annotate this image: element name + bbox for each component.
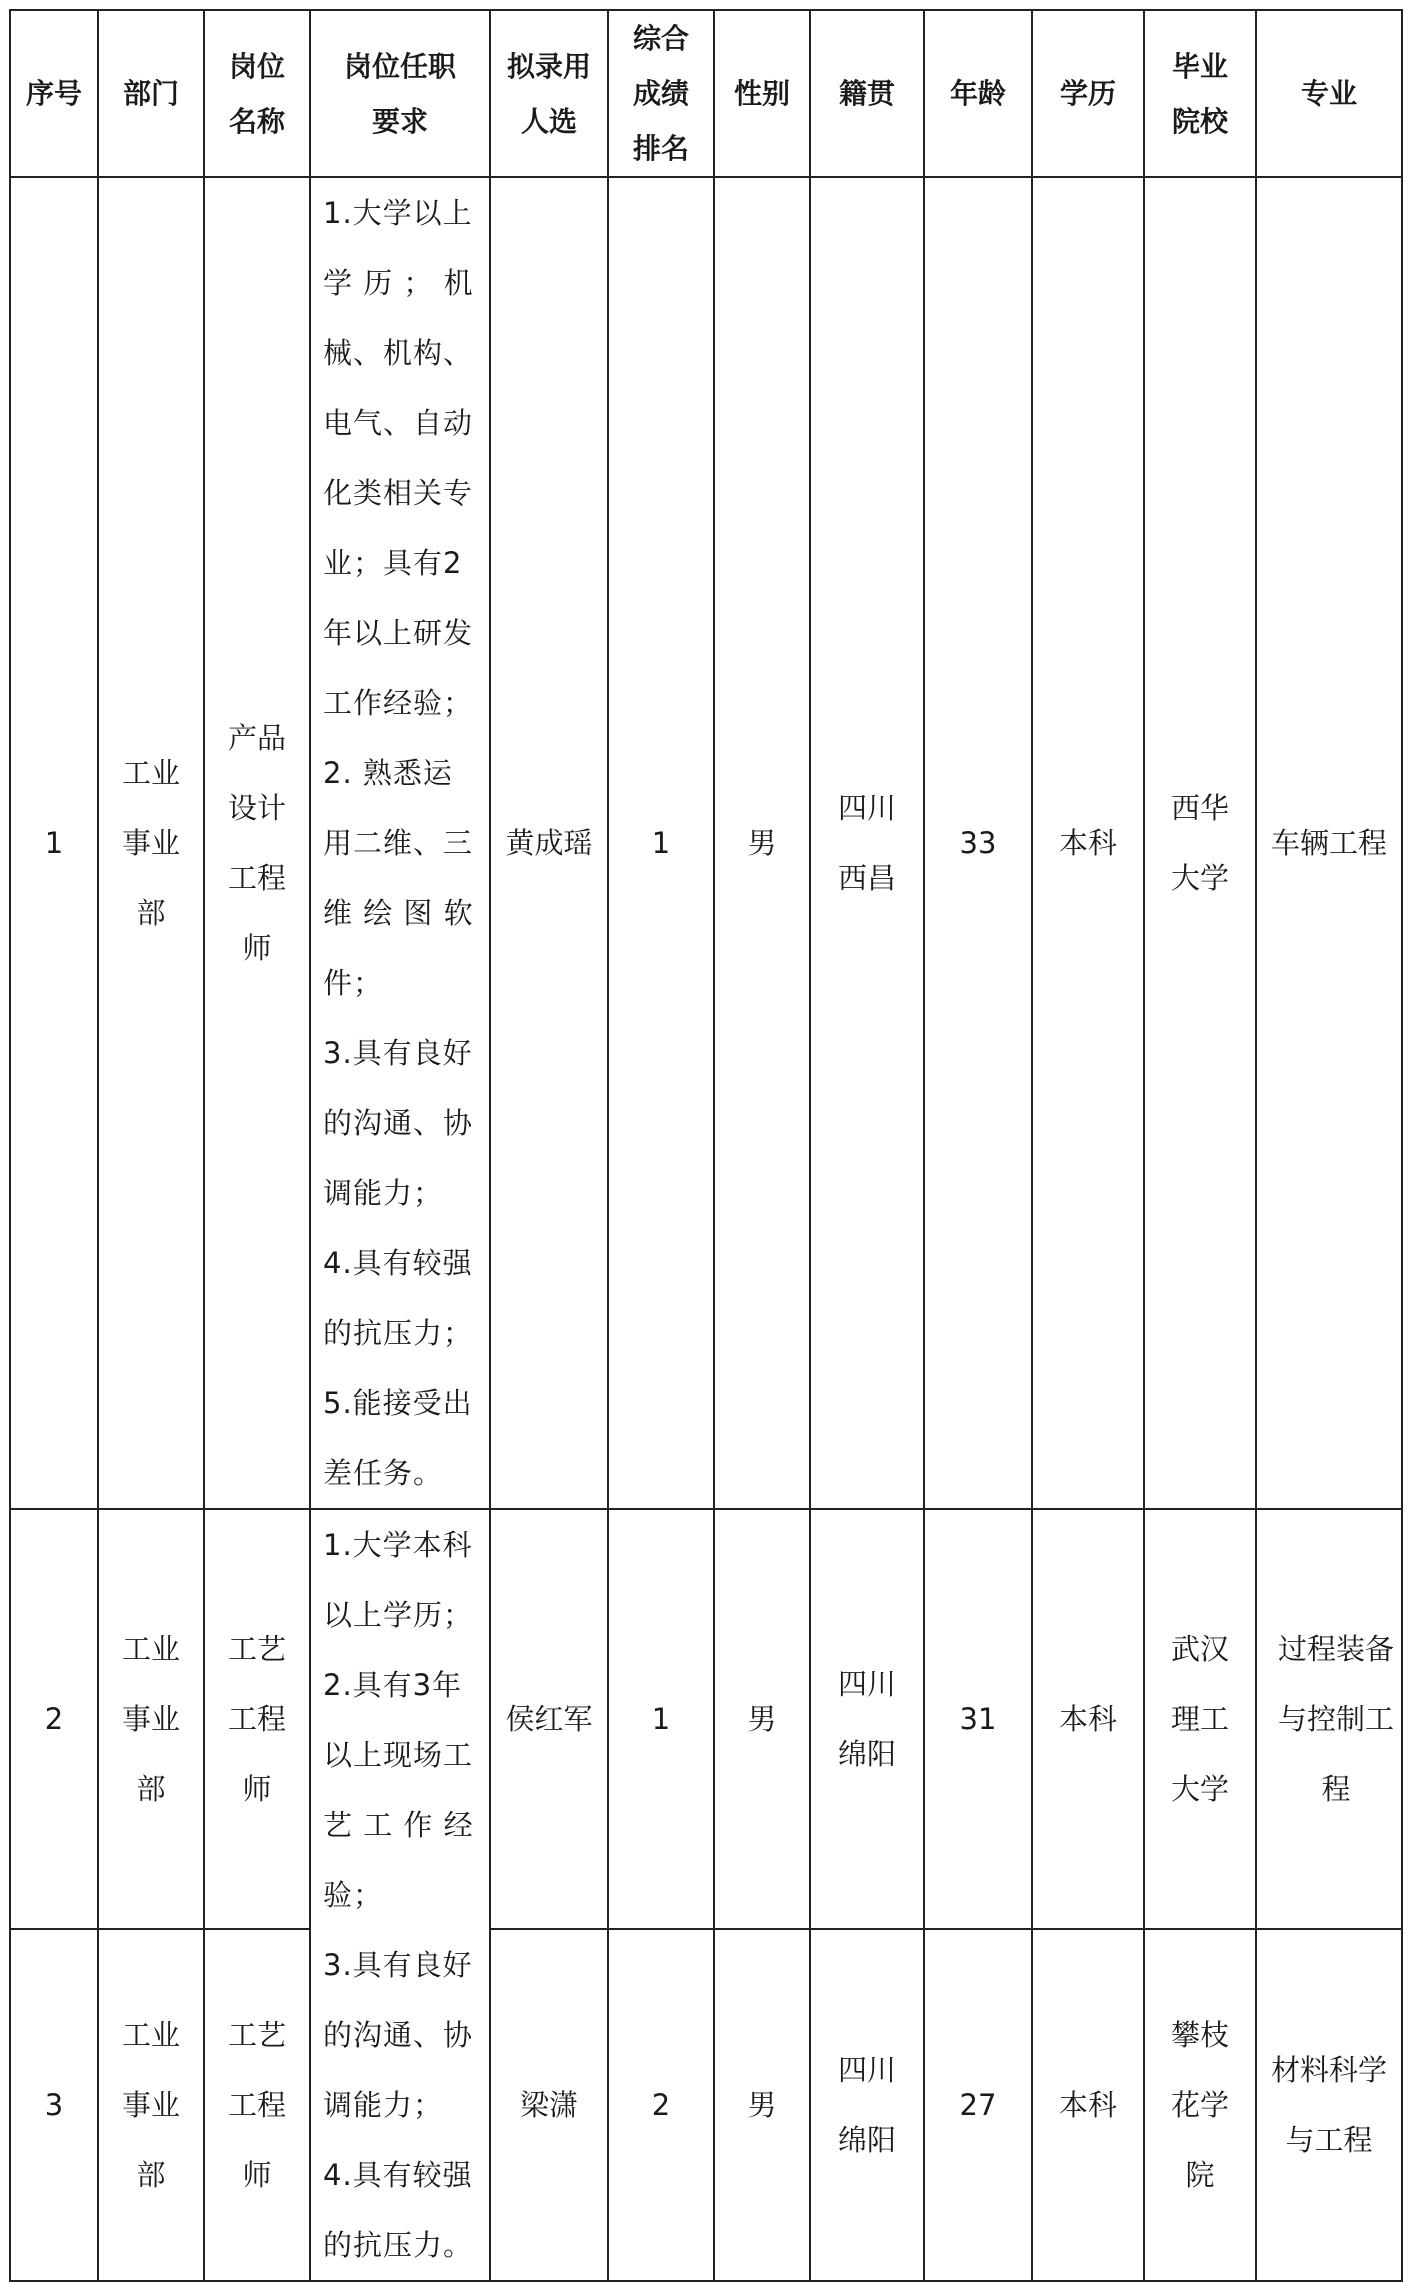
header-candidate: 拟录用 人选 [490,10,608,177]
header-school: 毕业 院校 [1144,10,1256,177]
header-edu: 学历 [1032,10,1144,177]
header-origin: 籍贯 [810,10,924,177]
cell-seq: 2 [10,1509,98,1929]
header-major: 专业 [1256,10,1402,177]
cell-gender: 男 [714,177,810,1509]
cell-post: 产品 设计 工程 师 [204,177,310,1509]
cell-gender: 男 [714,1929,810,2281]
cell-dept: 工业 事业 部 [98,1509,204,1929]
recruitment-table [9,9,1403,2282]
cell-origin: 四川 西昌 [810,177,924,1509]
cell-major: 车辆工程 [1256,177,1402,1509]
cell-origin: 四川 绵阳 [810,1929,924,2281]
cell-age: 31 [924,1509,1032,1929]
header-age: 年龄 [924,10,1032,177]
table-row [10,177,1402,1509]
cell-edu: 本科 [1032,1509,1144,1929]
cell-school: 西华 大学 [1144,177,1256,1509]
cell-age: 33 [924,177,1032,1509]
header-row [10,10,1402,177]
cell-requirements: 1.大学以上 学 历 ； 机 械、机构、 电气、自动 化类相关专 业；具有2 年以上研发 工作经验； 2. 熟悉运 用二维、三 维 绘 图 软 件； 3.具有良好 的沟通、协 调能力； 4.具有较强 的抗压力； 5.能接受出 差任务。 [310,177,490,1509]
cell-edu: 本科 [1032,1929,1144,2281]
cell-candidate: 梁潇 [490,1929,608,2281]
cell-major: 材料科学 与工程 [1256,1929,1402,2281]
header-gender: 性别 [714,10,810,177]
cell-edu: 本科 [1032,177,1144,1509]
cell-post: 工艺 工程 师 [204,1509,310,1929]
header-req: 岗位任职 要求 [310,10,490,177]
table-row [10,1509,1402,1929]
header-dept: 部门 [98,10,204,177]
cell-school: 攀枝 花学 院 [1144,1929,1256,2281]
cell-dept: 工业 事业 部 [98,177,204,1509]
header-post: 岗位 名称 [204,10,310,177]
cell-origin: 四川 绵阳 [810,1509,924,1929]
cell-candidate: 黄成瑶 [490,177,608,1509]
cell-dept: 工业 事业 部 [98,1929,204,2281]
header-rank: 综合 成绩 排名 [608,10,714,177]
cell-candidate: 侯红军 [490,1509,608,1929]
cell-gender: 男 [714,1509,810,1929]
cell-rank: 1 [608,177,714,1509]
cell-seq: 3 [10,1929,98,2281]
cell-seq: 1 [10,177,98,1509]
table-row [10,1929,1402,2281]
cell-requirements: 1.大学本科 以上学历； 2.具有3年 以上现场工 艺 工 作 经 验； 3.具有良好 的沟通、协 调能力； 4.具有较强 的抗压力。 [310,1509,490,2281]
cell-rank: 2 [608,1929,714,2281]
cell-school: 武汉 理工 大学 [1144,1509,1256,1929]
cell-rank: 1 [608,1509,714,1929]
cell-major: 过程装备 与控制工 程 [1256,1509,1402,1929]
header-seq: 序号 [10,10,98,177]
cell-post: 工艺 工程 师 [204,1929,310,2281]
cell-age: 27 [924,1929,1032,2281]
